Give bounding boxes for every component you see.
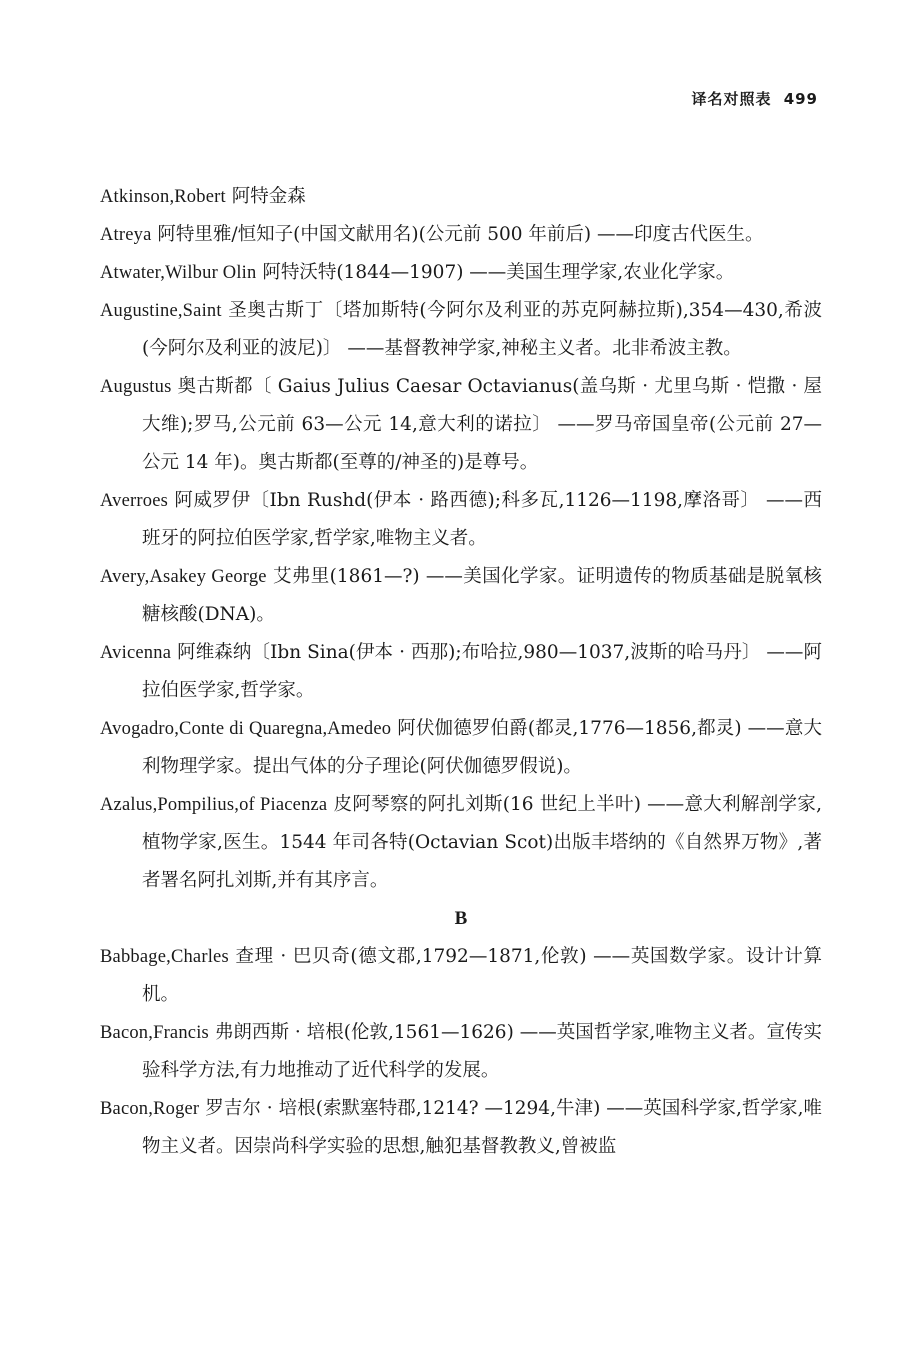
entry-term: Bacon,Roger xyxy=(100,1099,200,1119)
section-a-entries xyxy=(100,178,822,900)
entry-term: Avicenna xyxy=(100,643,172,663)
section-b-entries xyxy=(100,938,822,1166)
entry-text: 弗朗西斯 · 培根(伦敦,1561—1626) ——英国哲学家,唯物主义者。宣传实验科学方法,有力地推动了近代科学的发展。 xyxy=(142,1022,822,1081)
glossary-entry xyxy=(100,216,822,254)
glossary-entry xyxy=(100,1014,822,1090)
entry-text: 查理 · 巴贝奇(德文郡,1792—1871,伦敦) ——英国数学家。设计计算机。 xyxy=(142,946,822,1005)
glossary-entry xyxy=(100,710,822,786)
entry-term: Augustus xyxy=(100,377,172,397)
header-title: 译名对照表 xyxy=(691,90,772,108)
entry-text: 皮阿琴察的阿扎刘斯(16 世纪上半叶) ——意大利解剖学家,植物学家,医生。1544 年司各特(Octavian Scot)出版丰塔纳的《自然界万物》,著者署名阿扎刘斯,并有其序言。 xyxy=(142,794,823,891)
glossary-content xyxy=(100,178,822,1166)
entry-term: Averroes xyxy=(100,491,169,511)
running-header xyxy=(691,88,818,109)
glossary-entry xyxy=(100,178,822,216)
glossary-entry xyxy=(100,1090,822,1166)
entry-term: Atreya xyxy=(100,225,152,245)
page-number: 499 xyxy=(783,90,818,108)
entry-text: 阿特里雅/恒知子(中国文献用名)(公元前 500 年前后) ——印度古代医生。 xyxy=(151,224,764,245)
glossary-entry xyxy=(100,634,822,710)
entry-term: Azalus,Pompilius,of Piacenza xyxy=(100,795,328,815)
entry-text: 艾弗里(1861—?) ——美国化学家。证明遗传的物质基础是脱氧核糖核酸(DNA)。 xyxy=(142,566,822,625)
entry-term: Avery,Asakey George xyxy=(100,567,267,587)
entry-term: Avogadro,Conte di Quaregna,Amedeo xyxy=(100,719,392,739)
entry-term: Atkinson,Robert xyxy=(100,187,226,207)
glossary-entry xyxy=(100,292,822,368)
entry-text: 奥古斯都〔 Gaius Julius Caesar Octavianus(盖乌斯 · 尤里乌斯 · 恺撒 · 屋大维);罗马,公元前 63—公元 14,意大利的诺拉〕 ——罗马帝国皇帝(公元前 27—公元 14 年)。奥古斯都(至尊的/神圣的)是尊号。 xyxy=(142,376,822,473)
entry-text: 圣奥古斯丁〔塔加斯特(今阿尔及利亚的苏克阿赫拉斯),354—430,希波(今阿尔及利亚的波尼)〕 ——基督教神学家,神秘主义者。北非希波主教。 xyxy=(142,300,822,359)
glossary-entry xyxy=(100,558,822,634)
glossary-entry xyxy=(100,786,822,900)
entry-term: Babbage,Charles xyxy=(100,947,229,967)
entry-term: Atwater,Wilbur Olin xyxy=(100,263,257,283)
entry-term: Bacon,Francis xyxy=(100,1023,209,1043)
entry-text: 阿维森纳〔Ibn Sina(伊本 · 西那);布哈拉,980—1037,波斯的哈马丹〕 ——阿拉伯医学家,哲学家。 xyxy=(142,642,822,701)
entry-text: 阿特金森 xyxy=(225,186,306,207)
entry-text: 罗吉尔 · 培根(索默塞特郡,1214? —1294,牛津) ——英国科学家,哲学家,唯物主义者。因崇尚科学实验的思想,触犯基督教教义,曾被监 xyxy=(142,1098,822,1157)
section-heading-b: B xyxy=(454,908,468,929)
entry-text: 阿伏伽德罗伯爵(都灵,1776—1856,都灵) ——意大利物理学家。提出气体的分子理论(阿伏伽德罗假说)。 xyxy=(142,718,822,777)
glossary-entry xyxy=(100,254,822,292)
entry-text: 阿特沃特(1844—1907) ——美国生理学家,农业化学家。 xyxy=(256,262,735,283)
glossary-entry xyxy=(100,482,822,558)
entry-text: 阿威罗伊〔Ibn Rushd(伊本 · 路西德);科多瓦,1126—1198,摩洛哥〕 ——西班牙的阿拉伯医学家,哲学家,唯物主义者。 xyxy=(142,490,822,549)
entry-term: Augustine,Saint xyxy=(100,301,222,321)
glossary-entry xyxy=(100,368,822,482)
glossary-entry xyxy=(100,938,822,1014)
